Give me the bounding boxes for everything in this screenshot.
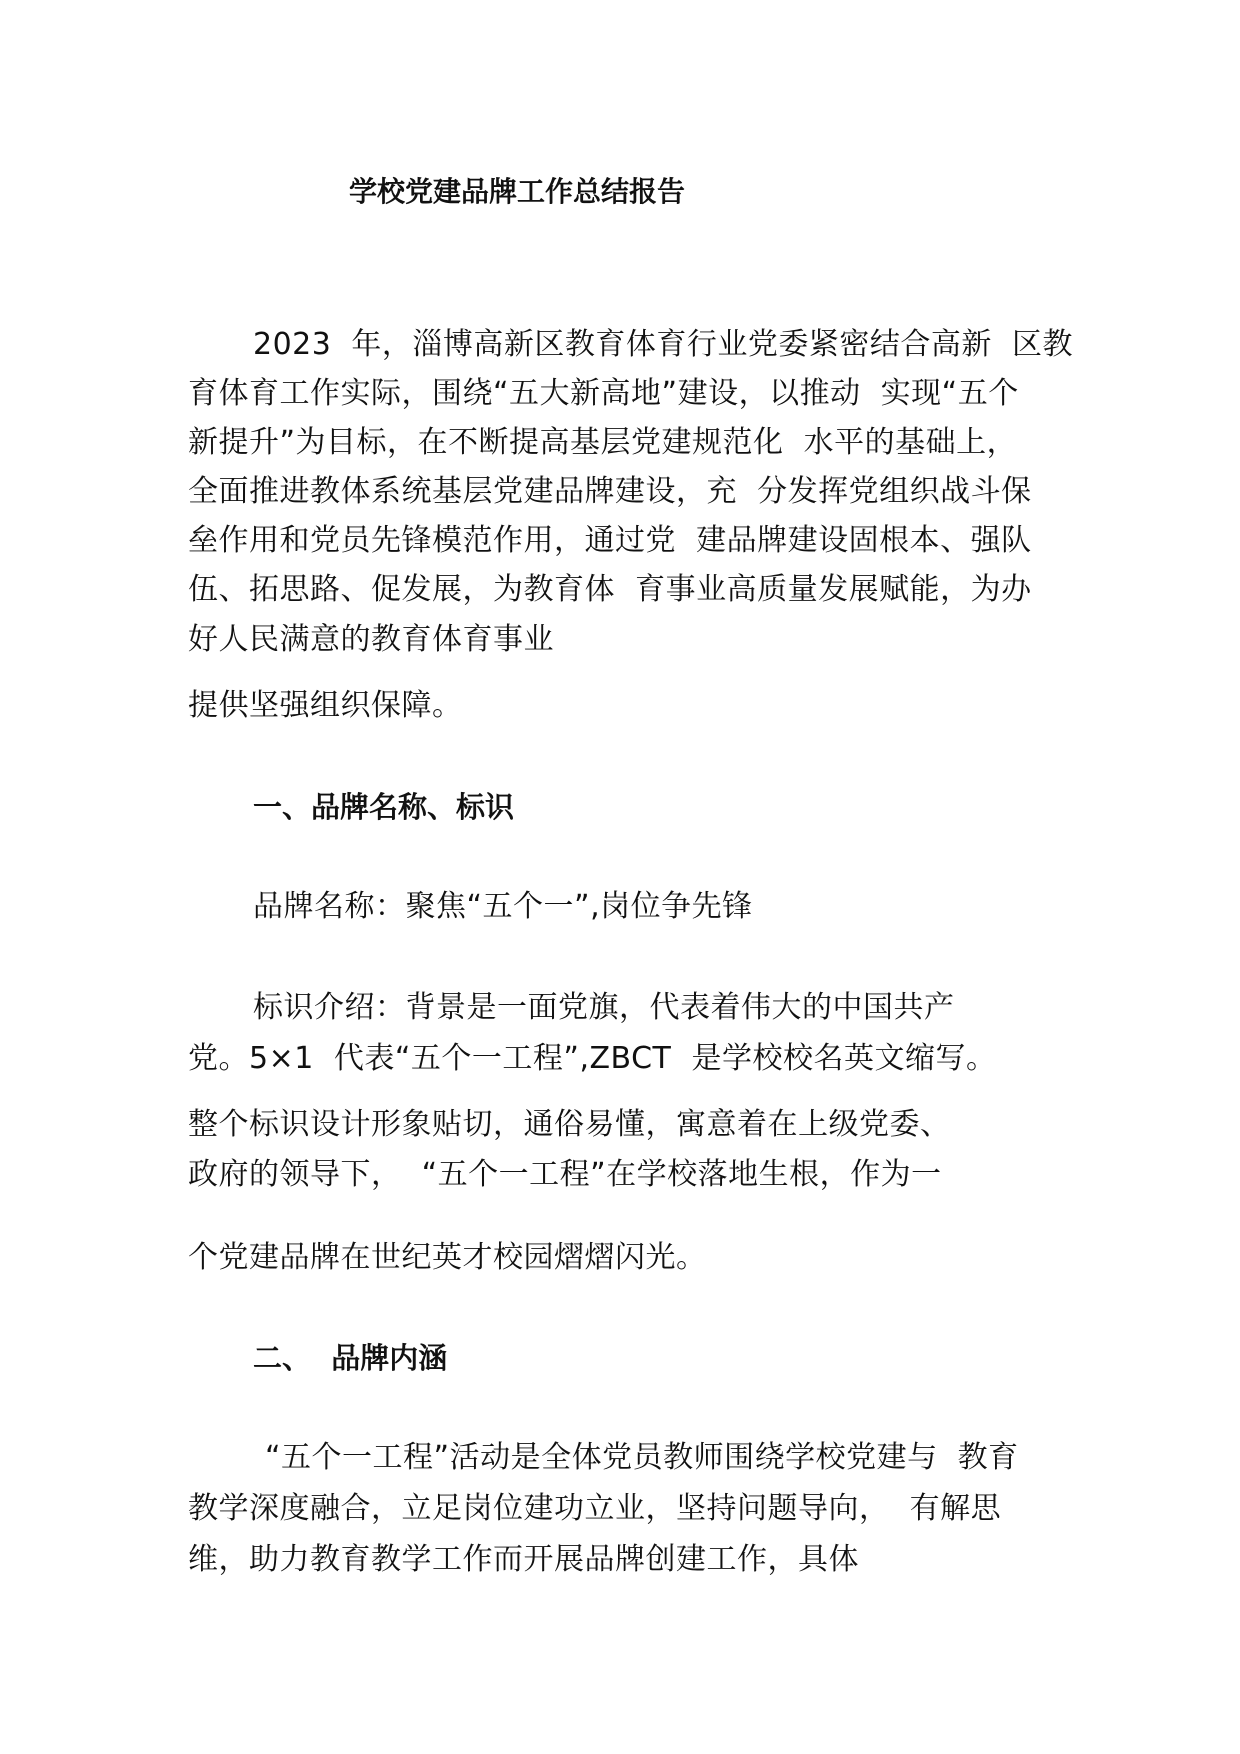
logo-description-line: 党。5×1 代表“五个一工程”,ZBCT 是学校校名英文缩写。: [188, 1041, 997, 1076]
intro-line: 新提升”为目标，在不断提高基层党建规范化 水平的基础上，: [188, 425, 1018, 460]
section2-line: 教学深度融合，立足岗位建功立业，坚持问题导向， 有解思: [188, 1491, 1002, 1526]
intro-line: 2023 年，淄博高新区教育体育行业党委紧密结合高新 区教: [253, 327, 1073, 362]
intro-line: 提供坚强组织保障。: [188, 688, 463, 723]
document-title: 学校党建品牌工作总结报告: [349, 175, 686, 208]
section-heading-2: 二、 品牌内涵: [253, 1341, 448, 1375]
intro-line: 好人民满意的教育体育事业: [188, 622, 554, 657]
logo-description-line: 整个标识设计形象贴切，通俗易懂，寓意着在上级党委、: [188, 1107, 951, 1142]
section2-line: 维，助力教育教学工作而开展品牌创建工作，具体: [188, 1542, 859, 1577]
intro-line: 全面推进教体系统基层党建品牌建设，充 分发挥党组织战斗保: [188, 474, 1032, 509]
intro-line: 垒作用和党员先锋模范作用，通过党 建品牌建设固根本、强队: [188, 523, 1032, 558]
intro-line: 伍、拓思路、促发展，为教育体 育事业高质量发展赋能，为办: [188, 572, 1032, 607]
section-heading-1: 一、品牌名称、标识: [253, 790, 515, 824]
brand-name-line: 品牌名称：聚焦“五个一”,岗位争先锋: [253, 889, 753, 924]
logo-description-line: 政府的领导下， “五个一工程”在学校落地生根，作为一: [188, 1157, 942, 1192]
section2-line: “五个一工程”活动是全体党员教师围绕学校党建与 教育: [265, 1440, 1019, 1475]
logo-description-line: 标识介绍：背景是一面党旗，代表着伟大的中国共产: [253, 990, 955, 1025]
intro-line: 育体育工作实际，围绕“五大新高地”建设，以推动 实现“五个: [188, 376, 1019, 411]
logo-description-line: 个党建品牌在世纪英才校园熠熠闪光。: [188, 1240, 707, 1275]
